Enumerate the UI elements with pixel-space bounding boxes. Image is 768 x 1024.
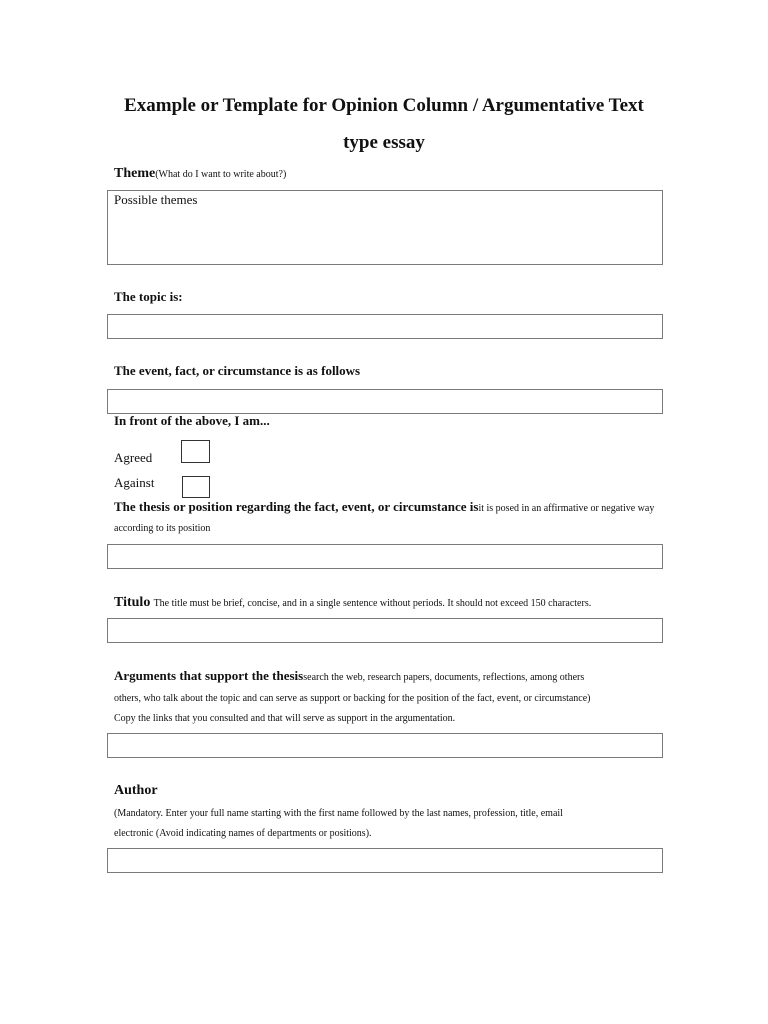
arguments-field[interactable] xyxy=(107,733,663,758)
title-field-hint: The title must be brief, concise, and in a single sentence without periods. It should not exceed 150 characters. xyxy=(153,598,592,609)
stance-against-checkbox[interactable] xyxy=(182,476,210,498)
author-hint-line-2: electronic (Avoid indicating names of departments or positions). xyxy=(114,828,372,839)
arguments-hint-line-3: Copy the links that you consulted and that will serve as support in the argumentation. xyxy=(114,713,456,724)
stance-label: In front of the above, I am... xyxy=(114,413,270,428)
theme-hint: (What do I want to write about?) xyxy=(155,169,287,180)
stance-agreed-checkbox[interactable] xyxy=(181,440,210,463)
theme-label-row xyxy=(114,165,286,182)
stance-option-agreed-label: Agreed xyxy=(114,450,153,465)
arguments-hint-line-1: search the web, research papers, documents, reflections, among others xyxy=(303,672,585,683)
thesis-hint-line-2: according to its position xyxy=(114,523,211,534)
thesis-label-row xyxy=(114,499,654,515)
arguments-label-row xyxy=(114,668,584,684)
theme-field-value: Possible themes xyxy=(114,192,198,207)
stance-label-row xyxy=(114,413,270,429)
topic-label-row xyxy=(114,289,183,305)
author-field[interactable] xyxy=(107,848,663,873)
thesis-hint-line-1: it is posed in an affirmative or negative way xyxy=(478,503,655,514)
stance-option-against-label: Against xyxy=(114,475,155,490)
author-hint-line-1: (Mandatory. Enter your full name starting with the first name followed by the last names, profession, title, email xyxy=(114,808,563,819)
theme-field[interactable] xyxy=(107,190,663,265)
event-label-row xyxy=(114,363,360,379)
event-label: The event, fact, or circumstance is as follows xyxy=(114,363,361,378)
document-title-line-2: type essay xyxy=(343,132,425,153)
topic-field[interactable] xyxy=(107,314,663,339)
event-field[interactable] xyxy=(107,389,663,414)
document-title-line-1: Example or Template for Opinion Column / Argumentative Text xyxy=(124,95,644,116)
thesis-field[interactable] xyxy=(107,544,663,569)
topic-label: The topic is: xyxy=(114,289,183,304)
thesis-label: The thesis or position regarding the fact, event, or circumstance is xyxy=(114,499,479,514)
title-field-label: Titulo xyxy=(114,595,151,610)
title-field[interactable] xyxy=(107,618,663,643)
arguments-hint-line-2: others, who talk about the topic and can serve as support or backing for the position of the fact, event, or circumstance) xyxy=(114,693,591,704)
title-field-label-row xyxy=(114,594,591,611)
author-label: Author xyxy=(114,783,158,798)
arguments-label: Arguments that support the thesis xyxy=(114,668,304,683)
author-label-row xyxy=(114,782,158,799)
theme-label: Theme xyxy=(114,166,156,181)
